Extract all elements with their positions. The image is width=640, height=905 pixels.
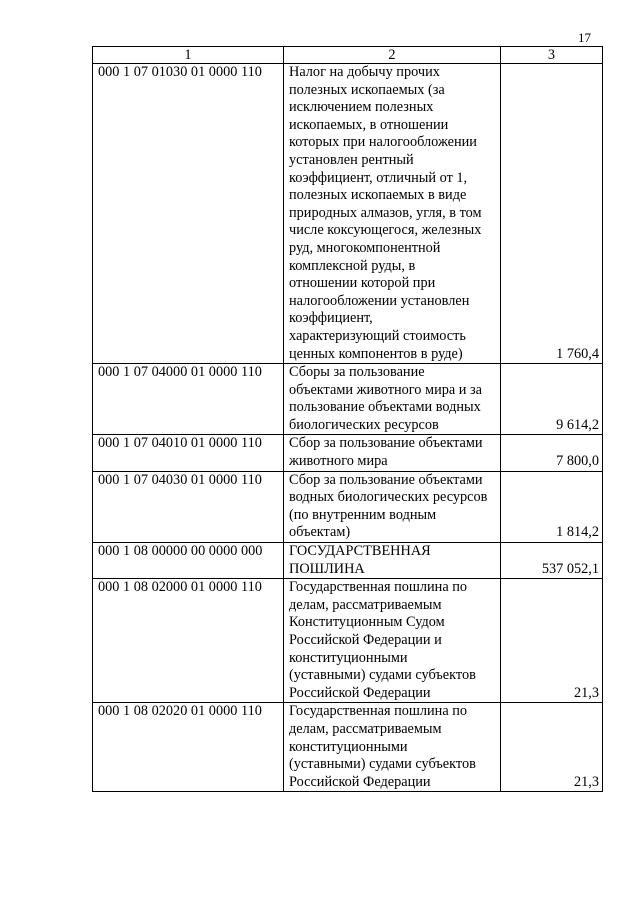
- revenue-name-line: ископаемых, в отношении: [289, 116, 449, 133]
- revenue-name-line: налогообложении установлен: [289, 292, 470, 309]
- revenue-name-line: Сбор за пользование объектами: [289, 471, 483, 488]
- amount-cell: 7 800,0: [501, 435, 603, 471]
- revenue-name-line: (по внутренним водным: [289, 506, 437, 523]
- amount-cell: 1 760,4: [501, 64, 603, 364]
- table-body: [93, 64, 603, 792]
- column-header: 3: [501, 47, 603, 64]
- revenue-name-line: руд, многокомпонентной: [289, 239, 441, 256]
- revenue-name-line: ПОШЛИНА: [289, 560, 365, 577]
- revenue-name-line: объектам): [289, 524, 351, 541]
- revenue-name-line: делам, рассматриваемым: [289, 720, 442, 737]
- revenue-name-cell: [284, 364, 501, 435]
- amount-cell: 1 814,2: [501, 471, 603, 542]
- budget-code-cell: 000 1 08 02000 01 0000 110: [93, 579, 284, 703]
- table-header-row: [93, 47, 603, 64]
- budget-code-cell: 000 1 07 04030 01 0000 110: [93, 471, 284, 542]
- revenue-name-line: Российской Федерации: [289, 773, 431, 790]
- budget-code-cell: 000 1 07 04000 01 0000 110: [93, 364, 284, 435]
- amount-cell: 21,3: [501, 579, 603, 703]
- revenue-name-line: Сборы за пользование: [289, 364, 425, 381]
- budget-revenue-table: [92, 46, 603, 792]
- revenue-name-line: ценных компонентов в руде): [289, 345, 463, 362]
- revenue-name-line: (уставными) судами субъектов: [289, 756, 476, 773]
- revenue-name-line: установлен рентный: [289, 151, 414, 168]
- revenue-name-line: конституционными: [289, 738, 408, 755]
- amount-cell: 9 614,2: [501, 364, 603, 435]
- page-number: 17: [578, 30, 591, 45]
- budget-code-cell: 000 1 07 04010 01 0000 110: [93, 435, 284, 471]
- revenue-name-line: коэффициент, отличный от 1,: [289, 169, 468, 186]
- revenue-name-line: делам, рассматриваемым: [289, 596, 442, 613]
- revenue-name-line: природных алмазов, угля, в том: [289, 204, 482, 221]
- revenue-name-cell: [284, 435, 501, 471]
- revenue-name-line: Российской Федерации: [289, 684, 431, 701]
- revenue-name-line: исключением полезных: [289, 99, 434, 116]
- revenue-name-line: ГОСУДАРСТВЕННАЯ: [289, 543, 431, 560]
- revenue-name-line: объектами животного мира и за: [289, 381, 483, 398]
- table-row: [93, 364, 603, 435]
- revenue-name-line: пользование объектами водных: [289, 399, 481, 416]
- revenue-name-line: животного мира: [289, 453, 388, 470]
- revenue-name-cell: [284, 543, 501, 579]
- revenue-name-line: Налог на добычу прочих: [289, 64, 440, 80]
- revenue-name-line: которых при налогообложении: [289, 134, 477, 151]
- revenue-name-line: полезных ископаемых в виде: [289, 187, 467, 204]
- revenue-name-line: полезных ископаемых (за: [289, 81, 445, 98]
- revenue-name-line: (уставными) судами субъектов: [289, 667, 476, 684]
- table-row: [93, 579, 603, 703]
- budget-code-cell: 000 1 08 00000 00 0000 000: [93, 543, 284, 579]
- budget-code-cell: 000 1 07 01030 01 0000 110: [93, 64, 284, 364]
- table-row: [93, 471, 603, 542]
- table-row: [93, 435, 603, 471]
- revenue-name-cell: [284, 579, 501, 703]
- revenue-name-line: коэффициент,: [289, 310, 373, 327]
- revenue-name-line: Государственная пошлина по: [289, 579, 468, 596]
- revenue-name-line: водных биологических ресурсов: [289, 489, 488, 506]
- revenue-name-cell: [284, 471, 501, 542]
- revenue-name-line: биологических ресурсов: [289, 416, 439, 433]
- revenue-name-cell: [284, 64, 501, 364]
- revenue-name-line: Государственная пошлина по: [289, 703, 468, 720]
- revenue-name-line: характеризующий стоимость: [289, 327, 466, 344]
- column-header: 2: [284, 47, 501, 64]
- column-header: 1: [93, 47, 284, 64]
- budget-code-cell: 000 1 08 02020 01 0000 110: [93, 703, 284, 792]
- amount-cell: 21,3: [501, 703, 603, 792]
- revenue-name-line: Российской Федерации и: [289, 632, 442, 648]
- amount-cell: 537 052,1: [501, 543, 603, 579]
- revenue-name-line: Конституционным Судом: [289, 614, 445, 631]
- revenue-name-line: Сбор за пользование объектами: [289, 435, 483, 452]
- table-row: [93, 703, 603, 792]
- revenue-name-line: конституционными: [289, 649, 408, 666]
- revenue-name-line: комплексной руды, в: [289, 257, 416, 274]
- table-row: [93, 543, 603, 579]
- table-row: [93, 64, 603, 364]
- revenue-name-line: отношении которой при: [289, 275, 436, 292]
- revenue-name-cell: [284, 703, 501, 792]
- revenue-name-line: числе коксующегося, железных: [289, 222, 482, 239]
